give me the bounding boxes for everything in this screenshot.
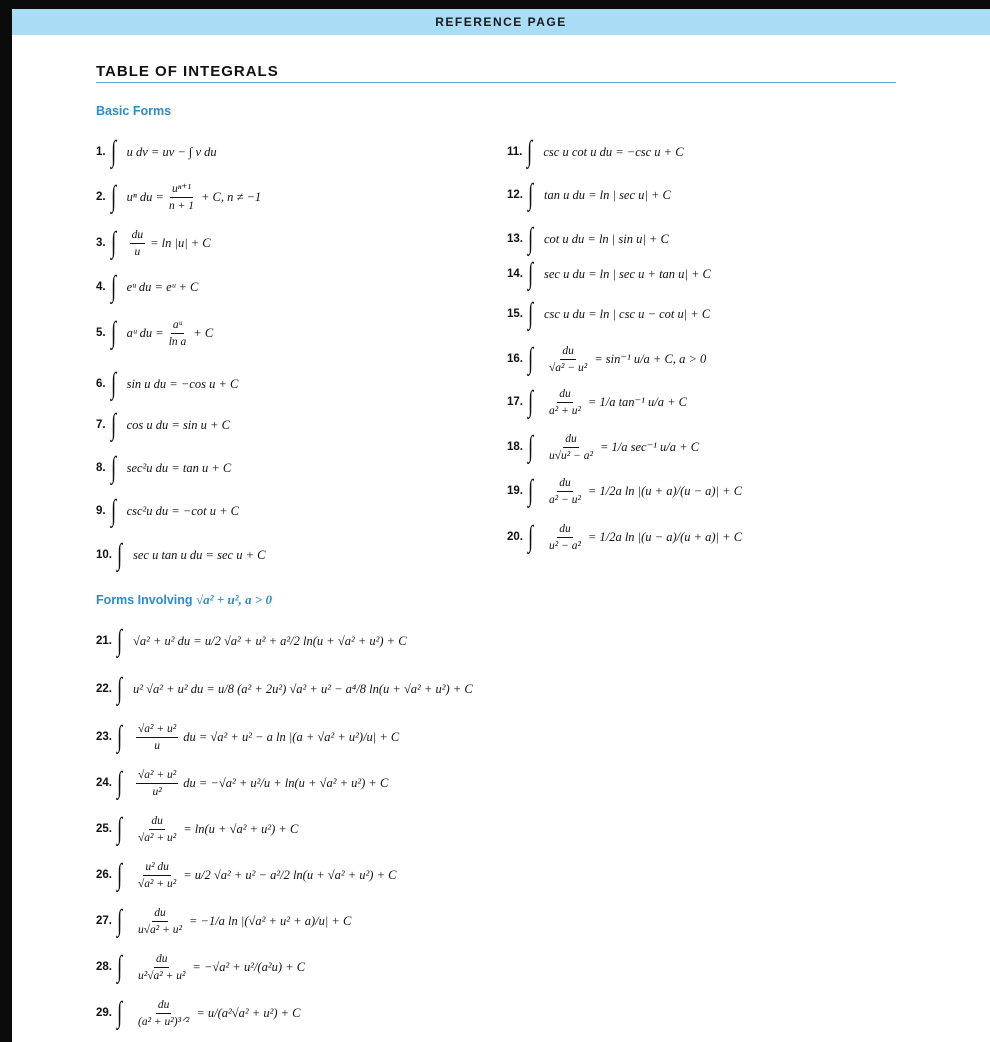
formula-row [96,621,407,661]
formula-row [507,339,706,379]
formula-expression [544,476,742,507]
formula-row [96,364,238,404]
fraction-denominator: √a² + u² [138,831,177,844]
formula-expression [544,387,687,418]
formula-number: 25. [96,823,112,835]
fraction-denominator: u [154,739,160,752]
integral-sign-icon: ∫ [110,226,116,259]
formula-expression [544,432,699,463]
fraction-denominator: u² [152,785,162,798]
fraction-denominator: √a² − u² [549,361,588,374]
formula-expression [127,318,214,349]
formula-number: 9. [96,505,106,517]
formula-fraction [547,522,583,553]
integral-sign-icon: ∫ [528,430,534,463]
formula-rest: = ln(u + √a² + u²) + C [183,821,299,836]
formula-row [507,219,669,259]
integral-sign-icon: ∫ [110,135,116,168]
formula-number: 21. [96,635,112,647]
formula-expression [133,952,305,983]
integral-sign-icon: ∫ [110,316,116,349]
fraction-numerator: du [154,952,170,968]
integral-sign-icon: ∫ [110,270,116,303]
formula-row [96,901,351,941]
fraction-numerator: du [156,998,172,1014]
formula-lead: aᵘ du = [126,325,164,340]
table-title: TABLE OF INTEGRALS [96,63,279,80]
formula-fraction [547,432,595,463]
fraction-numerator: du [152,906,168,922]
formula-expression: √a² + u² du = u/2 √a² + u² + a²/2 ln(u + √a² + u²) + C [133,633,407,648]
formula-row [507,175,671,215]
fraction-numerator: du [560,344,576,360]
integral-sign-icon: ∫ [528,385,534,418]
formula-row [96,717,399,757]
formula-expression: cot u du = ln | sin u| + C [544,231,669,246]
integral-sign-icon: ∫ [110,494,116,527]
formula-fraction [167,182,196,213]
reference-page-banner: REFERENCE PAGE [12,9,990,35]
integral-sign-icon: ∫ [110,408,116,441]
formula-row [507,427,699,467]
formula-expression [133,814,298,845]
formula-number: 4. [96,281,106,293]
formula-expression: csc²u du = −cot u + C [126,503,239,518]
formula-expression: eᵘ du = eᵘ + C [126,279,199,294]
integral-sign-icon: ∫ [528,222,534,255]
formula-number: 2. [96,191,106,203]
formula-row [507,254,711,294]
formula-number: 17. [507,396,523,408]
integral-sign-icon: ∫ [117,950,123,983]
fraction-numerator: du [149,814,165,830]
fraction-denominator: u²√a² + u² [138,969,186,982]
integral-sign-icon: ∫ [117,996,123,1029]
formula-rest: = −√a² + u²/(a²u) + C [192,959,306,974]
integral-sign-icon: ∫ [110,180,116,213]
integral-sign-icon: ∫ [528,257,534,290]
formula-expression [133,860,397,891]
formula-expression [133,906,351,937]
formula-expression [133,722,399,753]
integral-sign-icon: ∫ [527,135,533,168]
section-forms-prefix: Forms Involving [96,593,193,607]
formula-rest: = 1/2a ln |(u + a)/(u − a)| + C [587,483,743,498]
formula-number: 5. [96,327,106,339]
fraction-numerator: √a² + u² [136,768,178,784]
integral-sign-icon: ∫ [117,858,123,891]
formula-number: 14. [507,268,523,280]
formula-row [96,535,265,575]
integral-sign-icon: ∫ [528,474,534,507]
formula-expression [544,344,706,375]
formula-fraction [547,387,583,418]
fraction-denominator: ln a [168,335,187,348]
formula-row [96,809,298,849]
formula-expression: u dv = uv − ∫ v du [126,144,217,159]
formula-expression: sec u tan u du = sec u + C [133,547,266,562]
formula-fraction [547,344,589,375]
formula-row [96,223,211,263]
formula-fraction [136,722,178,753]
formula-fraction [547,476,583,507]
formula-number: 22. [96,683,112,695]
integral-sign-icon: ∫ [110,367,116,400]
section-forms-math: √a² + u², a > 0 [196,592,273,607]
formula-row [507,382,687,422]
formula-number: 24. [96,777,112,789]
section-basic-forms: Basic Forms [96,104,172,118]
formula-expression: sin u du = −cos u + C [126,376,239,391]
formula-row [507,294,710,334]
fraction-numerator: du [557,476,573,492]
formula-rest: = 1/a tan⁻¹ u/a + C [587,395,688,409]
formula-rest: = −1/a ln |(√a² + u² + a)/u| + C [188,913,352,928]
formula-number: 16. [507,353,523,365]
formula-fraction [136,860,178,891]
formula-fraction [136,814,178,845]
formula-expression [544,522,742,553]
formula-row [96,491,239,531]
formula-expression: csc u du = ln | csc u − cot u| + C [544,306,711,321]
fraction-numerator: du [130,228,146,244]
fraction-numerator: du [563,432,579,448]
formula-expression: sec u du = ln | sec u + tan u| + C [544,266,711,281]
integral-sign-icon: ∫ [110,451,116,484]
formula-fraction [136,906,184,937]
formula-rest: = u/(a²√a² + u²) + C [196,1005,301,1020]
formula-number: 7. [96,419,106,431]
formula-number: 27. [96,915,112,927]
formula-number: 6. [96,378,106,390]
formula-number: 23. [96,731,112,743]
formula-fraction [130,228,146,259]
formula-row [96,267,198,307]
integral-sign-icon: ∫ [528,342,534,375]
formula-expression [127,228,211,259]
formula-number: 29. [96,1007,112,1019]
formula-expression [133,998,301,1029]
integral-sign-icon: ∫ [117,624,123,657]
formula-row [507,132,684,172]
formula-number: 12. [507,189,523,201]
formula-row [96,132,217,172]
formula-fraction [136,768,178,799]
section-forms-involving [96,592,272,608]
integral-sign-icon: ∫ [528,297,534,330]
formula-fraction [167,318,189,349]
formula-rest: = ln |u| + C [150,235,211,250]
fraction-numerator: u² du [143,860,171,876]
reference-page [12,9,990,1042]
formula-rest: + C [193,325,214,340]
formula-row [96,669,473,709]
integral-sign-icon: ∫ [117,812,123,845]
fraction-denominator: a² + u² [549,404,581,417]
formula-number: 10. [96,549,112,561]
formula-rest: = 1/a sec⁻¹ u/a + C [599,440,700,454]
integral-sign-icon: ∫ [117,766,123,799]
formula-row [96,313,213,353]
formula-number: 11. [507,146,523,158]
formula-rest: du = √a² + u² − a ln |(a + √a² + u²)/u| + C [183,729,400,744]
fraction-numerator: du [557,387,573,403]
formula-expression [133,768,388,799]
fraction-denominator: u [134,245,141,258]
formula-number: 28. [96,961,112,973]
formula-row [96,993,301,1033]
fraction-denominator: u√u² − a² [549,449,593,462]
formula-expression: u² √a² + u² du = u/8 (a² + 2u²) √a² + u² − a⁴/8 ln(u + √a² + u²) + C [133,681,473,696]
formula-row [96,947,305,987]
formula-row [96,177,261,217]
formula-number: 1. [96,146,106,158]
title-divider [96,82,896,83]
integral-sign-icon: ∫ [117,538,123,571]
formula-number: 13. [507,233,523,245]
formula-row [507,471,742,511]
integral-sign-icon: ∫ [528,520,534,553]
formula-expression [127,182,262,213]
fraction-denominator: (a² + u²)³ᐟ² [138,1015,190,1028]
formula-row [96,763,388,803]
formula-number: 26. [96,869,112,881]
formula-number: 19. [507,485,523,497]
formula-rest: = u/2 √a² + u² − a²/2 ln(u + √a² + u²) + C [183,867,397,882]
formula-rest: = 1/2a ln |(u − a)/(u + a)| + C [587,529,743,544]
formula-number: 15. [507,308,523,320]
fraction-numerator: du [557,522,573,538]
integral-sign-icon: ∫ [117,720,123,753]
fraction-denominator: n + 1 [168,199,194,212]
formula-expression: sec²u du = tan u + C [126,460,232,475]
formula-row [96,855,397,895]
fraction-denominator: u√a² + u² [138,923,182,936]
formula-number: 18. [507,441,523,453]
formula-expression: tan u du = ln | sec u| + C [544,187,671,202]
formula-number: 3. [96,237,106,249]
fraction-numerator: aᵘ [171,318,184,334]
integral-sign-icon: ∫ [117,672,123,705]
formula-fraction [136,952,187,983]
formula-row [96,448,231,488]
formula-number: 20. [507,531,523,543]
formula-expression: cos u du = sin u + C [126,417,230,432]
fraction-denominator: √a² + u² [138,877,177,890]
formula-rest: du = −√a² + u²/u + ln(u + √a² + u²) + C [183,775,389,790]
fraction-numerator: uⁿ⁺¹ [170,182,193,198]
integral-sign-icon: ∫ [528,178,534,211]
formula-fraction [136,998,191,1029]
fraction-denominator: u² − a² [549,539,581,552]
formula-rest: + C, n ≠ −1 [200,189,262,204]
fraction-numerator: √a² + u² [136,722,178,738]
fraction-denominator: a² − u² [549,493,581,506]
formula-row [96,405,230,445]
formula-expression: csc u cot u du = −csc u + C [543,144,684,159]
formula-lead: uⁿ du = [126,189,164,204]
integral-sign-icon: ∫ [117,904,123,937]
formula-number: 8. [96,462,106,474]
formula-row [507,517,742,557]
formula-rest: = sin⁻¹ u/a + C, a > 0 [594,352,707,366]
